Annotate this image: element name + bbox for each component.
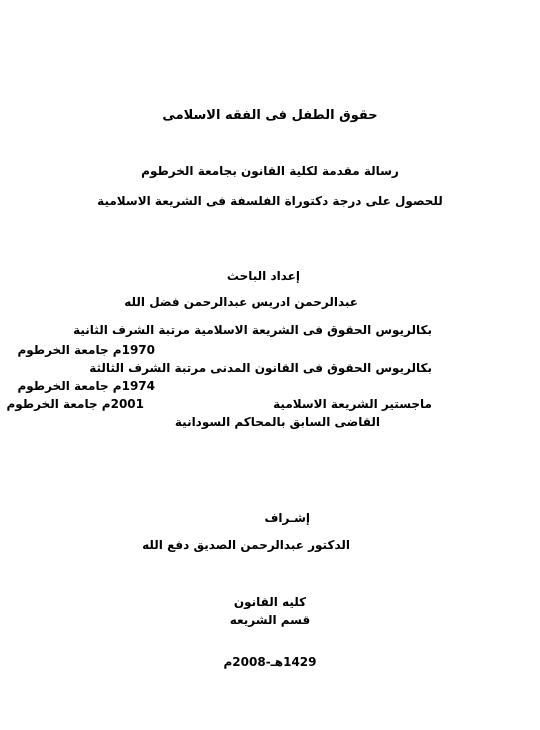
subtitle-line-2: للحصول على درجة دكتوراة الفلسفة فى الشريعة الاسلامية [97, 194, 443, 208]
department-name: قسم الشريعه [229, 613, 311, 627]
thesis-title: حقوق الطفل فى الفقه الاسلامى [162, 108, 378, 123]
researcher-name: عبدالرحمن ادريس عبدالرحمن فضل الله [124, 295, 358, 309]
qualification-1-line-2: 1970م جامعة الخرطوم [17, 343, 155, 357]
subtitle-line-1: رسالة مقدمة لكلية القانون بجامعة الخرطوم [141, 164, 399, 178]
supervisor-name: الدكتور عبدالرحمن الصديق دفع الله [142, 538, 350, 552]
qualification-3-degree: ماجستير الشريعة الاسلامية [273, 397, 432, 411]
qualification-2-line-2: 1974م جامعة الخرطوم [17, 379, 155, 393]
thesis-date: 1429هـ-2008م [223, 655, 317, 669]
supervision-label: إشـراف [264, 511, 310, 525]
qualification-2-line-1: بكالريوس الحقوق فى القانون المدنى مرتبة الشرف الثالثة [89, 361, 432, 375]
prepared-by-label: إعداد الباحث [226, 269, 300, 283]
qualification-3-year-university: 2001م جامعة الخرطوم [6, 397, 144, 411]
qualification-1-line-1: بكالريوس الحقوق فى الشريعة الاسلامية مرتبة الشرف الثانية [73, 323, 432, 337]
faculty-name: كليه القانون [233, 595, 307, 609]
former-position: القاضى السابق بالمحاكم السودانية [174, 415, 380, 429]
